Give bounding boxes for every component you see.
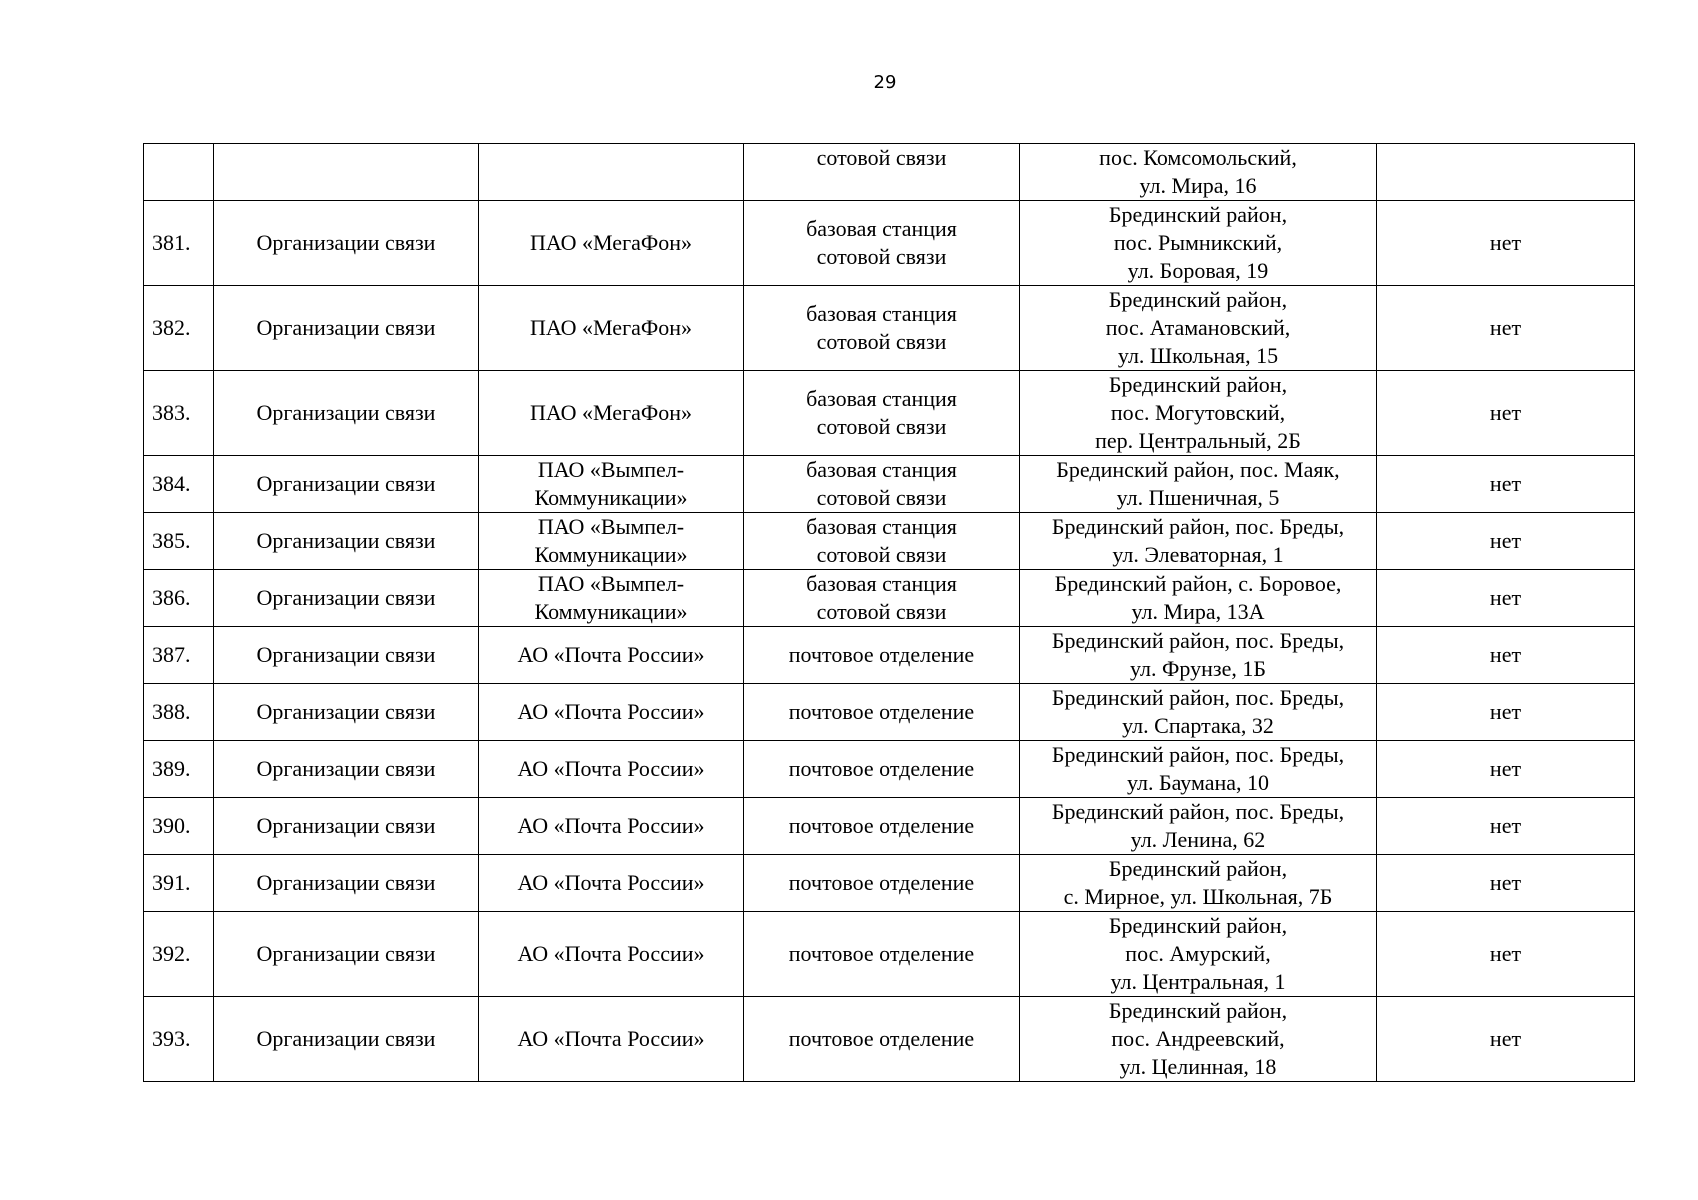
row-number-cell: 381.	[144, 201, 214, 286]
registry-table-body	[144, 144, 1635, 1082]
note-cell: нет	[1377, 627, 1635, 684]
category-cell: Организации связи	[214, 371, 479, 456]
table-row	[144, 912, 1635, 997]
note-cell: нет	[1377, 570, 1635, 627]
object-type-cell: почтовое отделение	[744, 912, 1020, 997]
address-cell: Брединский район, с. Мирное, ул. Школьная, 7Б	[1020, 855, 1377, 912]
organization-cell: АО «Почта России»	[479, 684, 744, 741]
category-cell: Организации связи	[214, 798, 479, 855]
page-number: 29	[873, 72, 897, 93]
object-type-cell: сотовой связи	[744, 144, 1020, 201]
row-number-cell: 384.	[144, 456, 214, 513]
category-cell: Организации связи	[214, 741, 479, 798]
table-row	[144, 201, 1635, 286]
note-cell	[1377, 144, 1635, 201]
row-number-cell: 388.	[144, 684, 214, 741]
object-type-cell: базовая станция сотовой связи	[744, 456, 1020, 513]
note-cell: нет	[1377, 513, 1635, 570]
address-cell: Брединский район, пос. Бреды, ул. Баумана, 10	[1020, 741, 1377, 798]
table-row	[144, 570, 1635, 627]
category-cell: Организации связи	[214, 570, 479, 627]
category-cell: Организации связи	[214, 513, 479, 570]
organization-cell: ПАО «МегаФон»	[479, 371, 744, 456]
table-row	[144, 513, 1635, 570]
table-row	[144, 627, 1635, 684]
organization-cell: ПАО «МегаФон»	[479, 201, 744, 286]
category-cell: Организации связи	[214, 912, 479, 997]
organization-cell: АО «Почта России»	[479, 997, 744, 1082]
note-cell: нет	[1377, 912, 1635, 997]
organization-cell: АО «Почта России»	[479, 855, 744, 912]
address-cell: пос. Комсомольский, ул. Мира, 16	[1020, 144, 1377, 201]
table-row	[144, 798, 1635, 855]
address-cell: Брединский район, пос. Бреды, ул. Элеваторная, 1	[1020, 513, 1377, 570]
object-type-cell: базовая станция сотовой связи	[744, 513, 1020, 570]
address-cell: Брединский район, пос. Рымникский, ул. Боровая, 19	[1020, 201, 1377, 286]
row-number-cell: 385.	[144, 513, 214, 570]
row-number-cell: 389.	[144, 741, 214, 798]
note-cell: нет	[1377, 684, 1635, 741]
category-cell: Организации связи	[214, 627, 479, 684]
row-number-cell: 382.	[144, 286, 214, 371]
object-type-cell: базовая станция сотовой связи	[744, 286, 1020, 371]
row-number-cell: 392.	[144, 912, 214, 997]
table-row	[144, 855, 1635, 912]
row-number-cell: 390.	[144, 798, 214, 855]
address-cell: Брединский район, пос. Амурский, ул. Центральная, 1	[1020, 912, 1377, 997]
registry-table	[143, 143, 1635, 1082]
row-number-cell: 387.	[144, 627, 214, 684]
table-row	[144, 997, 1635, 1082]
category-cell: Организации связи	[214, 855, 479, 912]
table-row	[144, 456, 1635, 513]
organization-cell: ПАО «МегаФон»	[479, 286, 744, 371]
address-cell: Брединский район, с. Боровое, ул. Мира, 13А	[1020, 570, 1377, 627]
note-cell: нет	[1377, 798, 1635, 855]
organization-cell: ПАО «Вымпел- Коммуникации»	[479, 513, 744, 570]
row-number-cell: 383.	[144, 371, 214, 456]
object-type-cell: почтовое отделение	[744, 741, 1020, 798]
note-cell: нет	[1377, 201, 1635, 286]
object-type-cell: почтовое отделение	[744, 627, 1020, 684]
table-row	[144, 144, 1635, 201]
category-cell	[214, 144, 479, 201]
address-cell: Брединский район, пос. Могутовский, пер. Центральный, 2Б	[1020, 371, 1377, 456]
address-cell: Брединский район, пос. Бреды, ул. Фрунзе, 1Б	[1020, 627, 1377, 684]
table-row	[144, 741, 1635, 798]
category-cell: Организации связи	[214, 456, 479, 513]
organization-cell: АО «Почта России»	[479, 627, 744, 684]
organization-cell	[479, 144, 744, 201]
table-row	[144, 371, 1635, 456]
object-type-cell: почтовое отделение	[744, 798, 1020, 855]
address-cell: Брединский район, пос. Маяк, ул. Пшеничная, 5	[1020, 456, 1377, 513]
address-cell: Брединский район, пос. Бреды, ул. Ленина, 62	[1020, 798, 1377, 855]
row-number-cell: 393.	[144, 997, 214, 1082]
category-cell: Организации связи	[214, 997, 479, 1082]
note-cell: нет	[1377, 371, 1635, 456]
table-row	[144, 286, 1635, 371]
object-type-cell: почтовое отделение	[744, 684, 1020, 741]
note-cell: нет	[1377, 855, 1635, 912]
note-cell: нет	[1377, 997, 1635, 1082]
row-number-cell: 386.	[144, 570, 214, 627]
organization-cell: ПАО «Вымпел- Коммуникации»	[479, 570, 744, 627]
category-cell: Организации связи	[214, 684, 479, 741]
organization-cell: АО «Почта России»	[479, 741, 744, 798]
row-number-cell: 391.	[144, 855, 214, 912]
organization-cell: АО «Почта России»	[479, 798, 744, 855]
category-cell: Организации связи	[214, 286, 479, 371]
object-type-cell: почтовое отделение	[744, 855, 1020, 912]
object-type-cell: базовая станция сотовой связи	[744, 371, 1020, 456]
note-cell: нет	[1377, 456, 1635, 513]
organization-cell: АО «Почта России»	[479, 912, 744, 997]
note-cell: нет	[1377, 286, 1635, 371]
address-cell: Брединский район, пос. Атамановский, ул. Школьная, 15	[1020, 286, 1377, 371]
table-row	[144, 684, 1635, 741]
address-cell: Брединский район, пос. Андреевский, ул. Целинная, 18	[1020, 997, 1377, 1082]
object-type-cell: почтовое отделение	[744, 997, 1020, 1082]
organization-cell: ПАО «Вымпел- Коммуникации»	[479, 456, 744, 513]
address-cell: Брединский район, пос. Бреды, ул. Спартака, 32	[1020, 684, 1377, 741]
object-type-cell: базовая станция сотовой связи	[744, 201, 1020, 286]
note-cell: нет	[1377, 741, 1635, 798]
row-number-cell	[144, 144, 214, 201]
category-cell: Организации связи	[214, 201, 479, 286]
object-type-cell: базовая станция сотовой связи	[744, 570, 1020, 627]
